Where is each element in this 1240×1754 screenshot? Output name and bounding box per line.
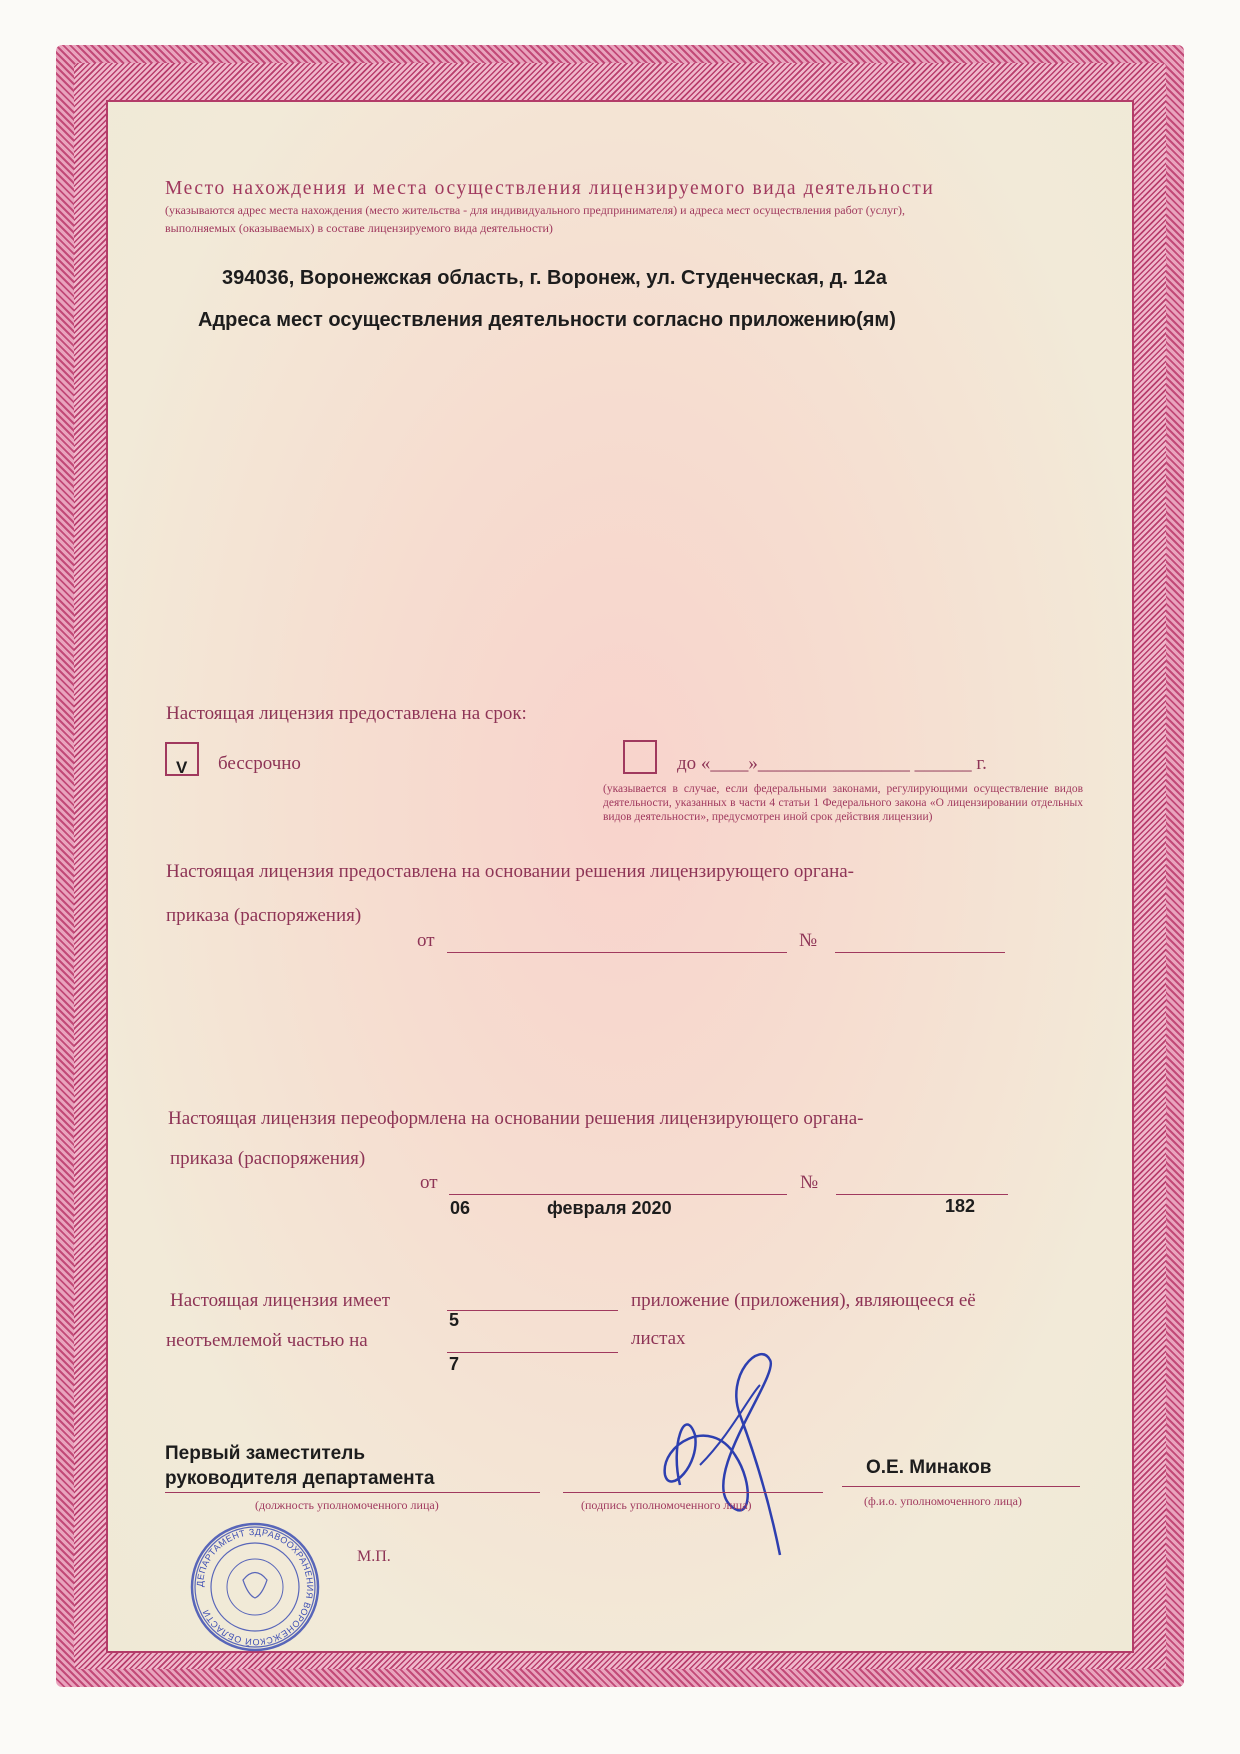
section-title: Место нахождения и места осуществления лицензируемого вида деятельности [165,178,935,199]
appendix-text-4: листах [631,1328,686,1349]
term-footnote: (указывается в случае, если федеральными законами, регулирующими осуществление видов деятельности, указанных в части 4 статьи 1 Федерального закона «О лицензировании отдельных видов деятельности», предусмотрен иной срок действия лицензии) [603,783,1083,823]
appendix-count-line [447,1310,618,1311]
section-note-1: (указываются адрес места нахождения (место жительства - для индивидуального предпринимателя) и адреса мест осуществления работ (услуг), [165,203,905,217]
granted-from: от [417,930,435,951]
signature-caption: (подпись уполномоченного лица) [581,1498,752,1512]
appendix-sheets: 7 [449,1354,460,1374]
granted-line2: приказа (распоряжения) [166,905,362,926]
signature-line [563,1492,823,1493]
signer-position-1: Первый заместитель [165,1443,366,1464]
section-note-2: выполняемых (оказываемых) в составе лицензируемого вида деятельности) [165,221,553,235]
unlimited-check-mark: V [176,758,188,777]
term-label: Настоящая лицензия предоставлена на срок: [166,703,527,724]
reissued-line1: Настоящая лицензия переоформлена на основании решения лицензирующего органа- [168,1108,864,1129]
position-line [165,1492,540,1493]
granted-number-sign: № [799,930,818,951]
stamp-text: ДЕПАРТАМЕНТ ЗДРАВООХРАНЕНИЯ ВОРОНЕЖСКОЙ ОБЛАСТИ [194,1526,316,1648]
appendix-count: 5 [449,1310,460,1330]
signer-name: О.Е. Минаков [866,1457,992,1478]
reissued-month-year: февраля 2020 [547,1198,672,1218]
appendix-sheets-line [447,1352,618,1353]
reissued-line2: приказа (распоряжения) [170,1148,366,1169]
appendix-text-1: Настоящая лицензия имеет [170,1290,391,1311]
address: 394036, Воронежская область, г. Воронеж, ул. Студенческая, д. 12а [222,267,887,289]
reissued-day: 06 [450,1198,471,1218]
reissued-number-line [836,1194,1008,1195]
name-caption: (ф.и.о. уполномоченного лица) [864,1494,1022,1508]
name-line [842,1486,1080,1487]
granted-number-line [835,952,1005,953]
granted-line1: Настоящая лицензия предоставлена на основании решения лицензирующего органа- [166,861,855,882]
granted-date-line [447,952,787,953]
address-note: Адреса мест осуществления деятельности согласно приложению(ям) [198,309,896,331]
signer-position-2: руководителя департамента [165,1468,435,1489]
reissued-number-sign: № [800,1172,819,1193]
reissued-date-line [449,1194,787,1195]
appendix-text-2: приложение (приложения), являющееся её [631,1290,976,1311]
svg-text:ДЕПАРТАМЕНТ ЗДРАВООХРАНЕНИЯ ВО [195,1527,315,1648]
handwritten-signature [640,1335,840,1565]
until-label: до «____»________________ ______ г. [677,753,987,774]
reissued-order-number: 182 [945,1196,976,1216]
appendix-text-3: неотъемлемой частью на [166,1330,368,1351]
until-checkbox[interactable] [623,740,657,774]
official-stamp [190,1522,320,1652]
unlimited-label: бессрочно [218,753,301,774]
position-caption: (должность уполномоченного лица) [255,1498,439,1512]
seal-mark: М.П. [357,1548,391,1565]
reissued-from: от [420,1172,438,1193]
